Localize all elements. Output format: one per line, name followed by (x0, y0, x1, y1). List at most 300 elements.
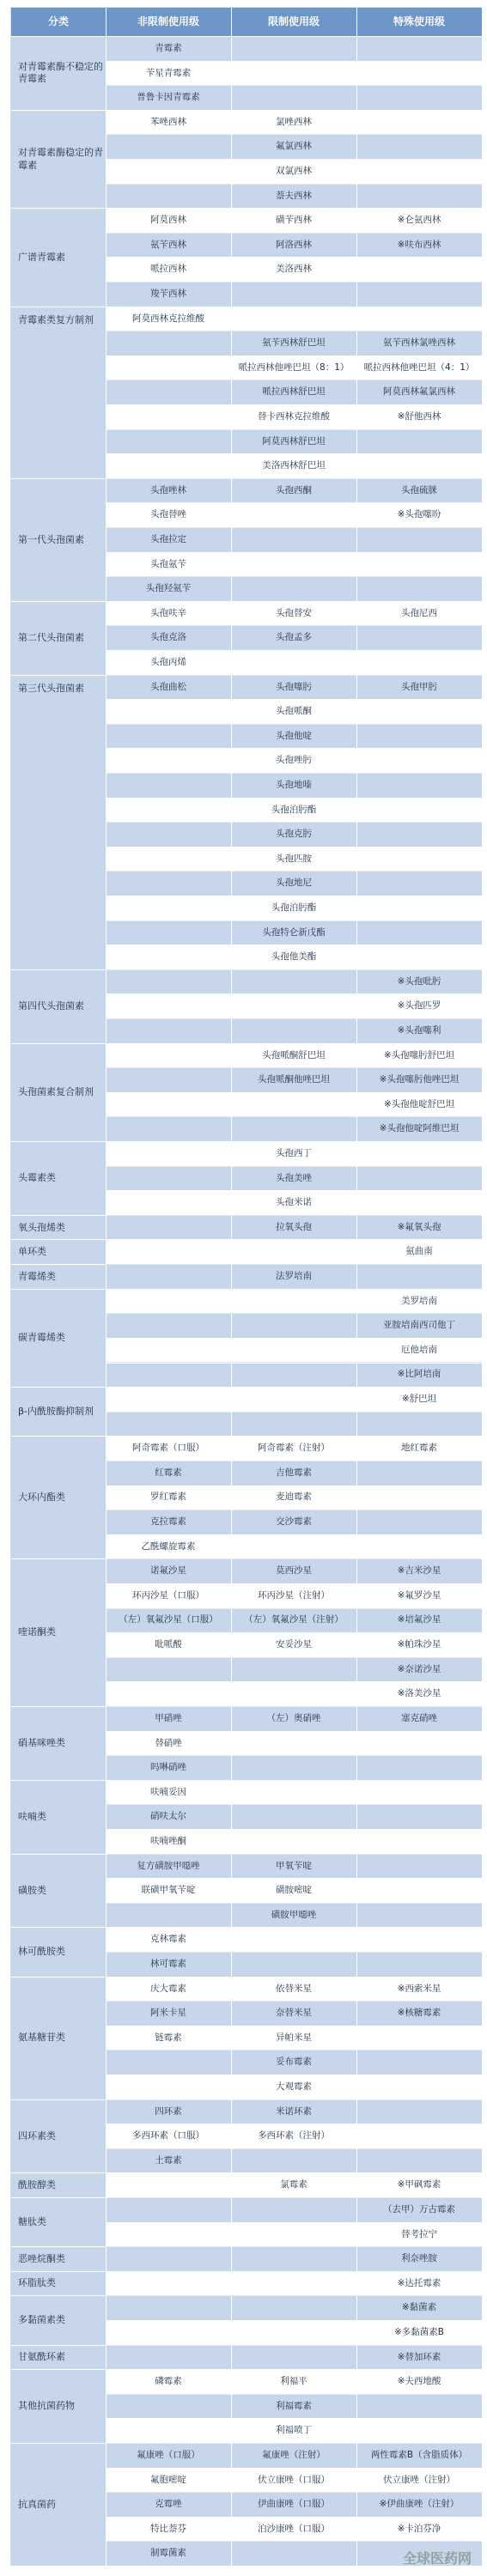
special-use-cell (356, 1805, 482, 1830)
restricted-cell: 头孢泊肟酯 (231, 896, 356, 921)
category-cell: 青霉素类复方制剂 (11, 307, 106, 479)
non-restricted-cell: 氟康唑（口服） (106, 2444, 231, 2469)
restricted-cell (231, 651, 356, 676)
special-use-cell: ※仑氨西林 (356, 209, 482, 234)
special-use-cell (356, 1732, 482, 1757)
restricted-cell (231, 970, 356, 995)
non-restricted-cell: 头孢曲松 (106, 676, 231, 701)
restricted-cell (231, 2542, 356, 2567)
non-restricted-cell: 克林霉素 (106, 1928, 231, 1953)
restricted-cell (231, 1117, 356, 1142)
restricted-cell: 头孢特仑新戊酯 (231, 921, 356, 946)
restricted-cell (231, 1781, 356, 1806)
special-use-cell (356, 1781, 482, 1806)
restricted-cell (231, 2223, 356, 2248)
restricted-cell: 交沙霉素 (231, 1510, 356, 1535)
non-restricted-cell: 阿米卡星 (106, 2002, 231, 2026)
special-use-cell: 氨苄西林氯唑西林 (356, 331, 482, 356)
special-use-cell (356, 725, 482, 750)
non-restricted-cell: 头孢拉定 (106, 528, 231, 553)
category-cell: 糖肽类 (11, 2198, 106, 2247)
category-cell: 碳青霉烯类 (11, 1290, 106, 1388)
special-use-cell: ※奈诺沙星 (356, 1658, 482, 1683)
special-use-cell: 替考拉宁 (356, 2223, 482, 2248)
special-use-cell (356, 1953, 482, 1978)
header-cell: 分类 (11, 8, 106, 37)
non-restricted-cell (106, 2296, 231, 2321)
special-use-cell: 利奈唑胺 (356, 2247, 482, 2272)
restricted-cell (231, 1535, 356, 1560)
restricted-cell: 阿莫西林舒巴坦 (231, 430, 356, 455)
special-use-cell (356, 2075, 482, 2100)
special-use-cell (356, 1486, 482, 1511)
special-use-cell: 阿莫西林氟氯西林 (356, 380, 482, 405)
restricted-cell: 氟康唑（注射） (231, 2444, 356, 2469)
special-use-cell: 头孢甲肟 (356, 676, 482, 701)
column-divider (231, 8, 232, 2567)
non-restricted-cell: 替硝唑 (106, 1732, 231, 1757)
special-use-cell (356, 823, 482, 848)
non-restricted-cell (106, 1682, 231, 1707)
non-restricted-cell (106, 1339, 231, 1364)
special-use-cell (356, 1142, 482, 1167)
restricted-cell: 头孢他美酯 (231, 945, 356, 970)
special-use-cell: ※伊曲康唑（注射） (356, 2493, 482, 2518)
restricted-cell: 多西环素（注射） (231, 2124, 356, 2149)
category-cell: 多黏菌素类 (11, 2296, 106, 2345)
restricted-cell: 美洛西林 (231, 258, 356, 283)
non-restricted-cell (106, 1068, 231, 1093)
restricted-cell: 头孢地嗪 (231, 774, 356, 799)
restricted-cell (231, 307, 356, 332)
restricted-cell: 大观霉素 (231, 2075, 356, 2100)
category-cell: β-内酰胺酶抑制剂 (11, 1388, 106, 1437)
special-use-cell (356, 774, 482, 799)
special-use-cell: ※甲砜霉素 (356, 2173, 482, 2198)
special-use-cell (356, 1879, 482, 1904)
restricted-cell: 拉氧头孢 (231, 1216, 356, 1241)
restricted-cell: 安妥沙星 (231, 1633, 356, 1658)
special-use-cell: ※头孢他啶舒巴坦 (356, 1093, 482, 1118)
restricted-cell: 氨苄西林舒巴坦 (231, 331, 356, 356)
special-use-cell: 厄他培南 (356, 1339, 482, 1364)
category-cell: 广谱青霉素 (11, 209, 106, 307)
special-use-cell: ※头孢噻肟他唑巴坦 (356, 1068, 482, 1093)
special-use-cell (356, 37, 482, 62)
non-restricted-cell: 林可霉素 (106, 1953, 231, 1978)
special-use-cell (356, 283, 482, 307)
special-use-cell (356, 872, 482, 896)
restricted-cell: 头孢替安 (231, 602, 356, 627)
special-use-cell: 地红霉素 (356, 1437, 482, 1461)
restricted-cell (231, 37, 356, 62)
special-use-cell: ※吉米沙星 (356, 1559, 482, 1584)
non-restricted-cell: 特比萘芬 (106, 2518, 231, 2543)
special-use-cell: 美罗培南 (356, 1290, 482, 1315)
non-restricted-cell (106, 1167, 231, 1192)
restricted-cell: 双氯西林 (231, 160, 356, 185)
non-restricted-cell (106, 331, 231, 356)
category-cell: 喹诺酮类 (11, 1559, 106, 1707)
non-restricted-cell (106, 749, 231, 774)
restricted-cell (231, 1830, 356, 1855)
non-restricted-cell: 吗啉硝唑 (106, 1756, 231, 1781)
restricted-cell (231, 62, 356, 87)
non-restricted-cell: 多西环素（口服） (106, 2124, 231, 2149)
non-restricted-cell (106, 1265, 231, 1290)
restricted-cell (231, 1314, 356, 1339)
watermark-logo: 全球医药网 (402, 2550, 472, 2567)
restricted-cell (231, 2346, 356, 2371)
special-use-cell: ※头孢噻肟舒巴坦 (356, 1044, 482, 1069)
special-use-cell (356, 553, 482, 578)
category-cell: 头孢菌素复合制剂 (11, 1044, 106, 1142)
non-restricted-cell (106, 1388, 231, 1413)
non-restricted-cell: 阿莫西林 (106, 209, 231, 234)
special-use-cell (356, 135, 482, 160)
non-restricted-cell (106, 1240, 231, 1265)
non-restricted-cell (106, 823, 231, 848)
non-restricted-cell (106, 1142, 231, 1167)
special-use-cell (356, 185, 482, 210)
restricted-cell (231, 86, 356, 111)
non-restricted-cell (106, 848, 231, 872)
special-use-cell (356, 2419, 482, 2444)
special-use-cell (356, 2149, 482, 2174)
special-use-cell (356, 1928, 482, 1953)
non-restricted-cell (106, 1904, 231, 1929)
special-use-cell (356, 62, 482, 87)
non-restricted-cell: 四环素 (106, 2100, 231, 2125)
restricted-cell: 萘夫西林 (231, 185, 356, 210)
column-divider (106, 8, 107, 2567)
special-use-cell: ※比阿培南 (356, 1364, 482, 1388)
category-cell: 第四代头孢菌素 (11, 970, 106, 1044)
special-use-cell: ※头孢噻吩 (356, 503, 482, 528)
restricted-cell: 氯唑西林 (231, 111, 356, 136)
restricted-cell: 哌拉西林舒巴坦 (231, 380, 356, 405)
non-restricted-cell (106, 774, 231, 799)
restricted-cell (231, 1756, 356, 1781)
special-use-cell (356, 2100, 482, 2125)
header-cell: 限制使用级 (231, 8, 356, 37)
special-use-cell (356, 1756, 482, 1781)
non-restricted-cell (106, 945, 231, 970)
special-use-cell: ※达托霉素 (356, 2272, 482, 2297)
special-use-cell: 哌拉西林他唑巴坦（4：1） (356, 356, 482, 381)
special-use-cell (356, 2050, 482, 2075)
antibiotic-classification-table (10, 7, 481, 2566)
category-cell: 呋喃类 (11, 1781, 106, 1855)
non-restricted-cell (106, 921, 231, 946)
category-cell: 第三代头孢菌素 (11, 676, 106, 970)
special-use-cell (356, 577, 482, 602)
special-use-cell (356, 1265, 482, 1290)
non-restricted-cell: 普鲁卡因青霉素 (106, 86, 231, 111)
non-restricted-cell (106, 2050, 231, 2075)
special-use-cell (356, 749, 482, 774)
restricted-cell: 妥布霉素 (231, 2050, 356, 2075)
special-use-cell (356, 528, 482, 553)
special-use-cell: ※培氟沙星 (356, 1609, 482, 1634)
non-restricted-cell: 吡哌酸 (106, 1633, 231, 1658)
non-restricted-cell: 甲硝唑 (106, 1707, 231, 1732)
restricted-cell: 头孢哌酮 (231, 700, 356, 725)
special-use-cell (356, 454, 482, 479)
non-restricted-cell (106, 896, 231, 921)
non-restricted-cell: 青霉素 (106, 37, 231, 62)
restricted-cell: 头孢泊肟酯 (231, 799, 356, 823)
non-restricted-cell: 克拉霉素 (106, 1510, 231, 1535)
restricted-cell: 甲氧苄啶 (231, 1855, 356, 1880)
special-use-cell: ※帕珠沙星 (356, 1633, 482, 1658)
non-restricted-cell: 复方磺胺甲噁唑 (106, 1855, 231, 1880)
special-use-cell: 头孢尼西 (356, 602, 482, 627)
non-restricted-cell: 制霉菌素 (106, 2542, 231, 2567)
special-use-cell: ※夫西地酸 (356, 2370, 482, 2395)
special-use-cell (356, 651, 482, 676)
restricted-cell: 头孢西酮 (231, 479, 356, 504)
restricted-cell: 麦迪霉素 (231, 1486, 356, 1511)
special-use-cell: ※核糖霉素 (356, 2002, 482, 2026)
restricted-cell: 头孢地尼 (231, 872, 356, 896)
restricted-cell (231, 1364, 356, 1388)
non-restricted-cell: 阿莫西林克拉维酸 (106, 307, 231, 332)
non-restricted-cell (106, 185, 231, 210)
non-restricted-cell (106, 1364, 231, 1388)
special-use-cell (356, 2026, 482, 2051)
restricted-cell: 头孢西丁 (231, 1142, 356, 1167)
restricted-cell: （左）氧氟沙星（注射） (231, 1609, 356, 1634)
special-use-cell (356, 1461, 482, 1486)
non-restricted-cell (106, 2346, 231, 2371)
special-use-cell (356, 307, 482, 332)
non-restricted-cell: 头孢羟氨苄 (106, 577, 231, 602)
non-restricted-cell (106, 994, 231, 1019)
non-restricted-cell (106, 2223, 231, 2248)
restricted-cell: 吉他霉素 (231, 1461, 356, 1486)
restricted-cell (231, 2321, 356, 2346)
special-use-cell (356, 1904, 482, 1929)
header-cell: 非限制使用级 (106, 8, 231, 37)
non-restricted-cell (106, 1093, 231, 1118)
category-cell: 四环素类 (11, 2100, 106, 2174)
non-restricted-cell (106, 1314, 231, 1339)
non-restricted-cell (106, 799, 231, 823)
non-restricted-cell: 环丙沙星（口服） (106, 1584, 231, 1609)
header-cell: 特殊使用级 (356, 8, 482, 37)
restricted-cell: 磺胺甲噁唑 (231, 1904, 356, 1929)
category-cell: 青霉烯类 (11, 1265, 106, 1290)
non-restricted-cell (106, 700, 231, 725)
non-restricted-cell: 头孢丙烯 (106, 651, 231, 676)
special-use-cell (356, 626, 482, 651)
category-cell: 抗真菌药 (11, 2444, 106, 2567)
restricted-cell: 头孢哌酮舒巴坦 (231, 1044, 356, 1069)
non-restricted-cell: 呋喃妥因 (106, 1781, 231, 1806)
non-restricted-cell (106, 2395, 231, 2420)
category-cell: 头霉素类 (11, 1142, 106, 1216)
restricted-cell (231, 1290, 356, 1315)
special-use-cell (356, 2124, 482, 2149)
non-restricted-cell (106, 356, 231, 381)
special-use-cell: ※多黏菌素B (356, 2321, 482, 2346)
restricted-cell (231, 2198, 356, 2223)
category-cell: 第一代头孢菌素 (11, 479, 106, 602)
non-restricted-cell (106, 1658, 231, 1683)
restricted-cell (231, 1240, 356, 1265)
non-restricted-cell: 罗红霉素 (106, 1486, 231, 1511)
restricted-cell (231, 1019, 356, 1044)
non-restricted-cell (106, 405, 231, 430)
restricted-cell: 头孢他啶 (231, 725, 356, 750)
non-restricted-cell (106, 725, 231, 750)
non-restricted-cell: 硝呋太尔 (106, 1805, 231, 1830)
non-restricted-cell: 头孢氨苄 (106, 553, 231, 578)
category-cell: 对青霉素酶不稳定的青霉素 (11, 37, 106, 111)
non-restricted-cell: 头孢唑林 (106, 479, 231, 504)
restricted-cell: 头孢噻肟 (231, 676, 356, 701)
column-divider (356, 8, 357, 2567)
non-restricted-cell (106, 1216, 231, 1241)
special-use-cell (356, 896, 482, 921)
non-restricted-cell: 克霉唑 (106, 2493, 231, 2518)
special-use-cell: 亚胺培南西司他丁 (356, 1314, 482, 1339)
non-restricted-cell: 磷霉素 (106, 2370, 231, 2395)
restricted-cell: 利福平 (231, 2370, 356, 2395)
restricted-cell: 奈替米星 (231, 2002, 356, 2026)
special-use-cell: ※呋布西林 (356, 234, 482, 258)
restricted-cell: 头孢匹胺 (231, 848, 356, 872)
non-restricted-cell (106, 1117, 231, 1142)
non-restricted-cell (106, 2419, 231, 2444)
non-restricted-cell (106, 872, 231, 896)
restricted-cell (231, 1682, 356, 1707)
restricted-cell (231, 503, 356, 528)
restricted-cell (231, 577, 356, 602)
non-restricted-cell: 红霉素 (106, 1461, 231, 1486)
non-restricted-cell: 呋喃唑酮 (106, 1830, 231, 1855)
special-use-cell: ※卡泊芬净 (356, 2518, 482, 2543)
special-use-cell: ※氟氧头孢 (356, 1216, 482, 1241)
special-use-cell: 头孢硫脒 (356, 479, 482, 504)
restricted-cell (231, 2149, 356, 2174)
category-cell: 对青霉素酶稳定的青霉素 (11, 111, 106, 209)
non-restricted-cell (106, 2173, 231, 2198)
special-use-cell: 塞克硝唑 (356, 1707, 482, 1732)
restricted-cell: 泊沙康唑（口服） (231, 2518, 356, 2543)
special-use-cell: ※头孢匹罗 (356, 994, 482, 1019)
restricted-cell (231, 1805, 356, 1830)
special-use-cell: ※西索米星 (356, 1978, 482, 2002)
category-cell: 甘氨酰环素 (11, 2346, 106, 2371)
restricted-cell (231, 1413, 356, 1437)
restricted-cell: 阿洛西林 (231, 234, 356, 258)
restricted-cell: 伏立康唑（口服） (231, 2469, 356, 2494)
restricted-cell: 磺胺嘧啶 (231, 1879, 356, 1904)
special-use-cell (356, 1167, 482, 1192)
special-use-cell (356, 258, 482, 283)
non-restricted-cell (106, 2198, 231, 2223)
special-use-cell (356, 160, 482, 185)
non-restricted-cell (106, 430, 231, 455)
restricted-cell: 头孢哌酮他唑巴坦 (231, 1068, 356, 1093)
non-restricted-cell (106, 454, 231, 479)
non-restricted-cell: 羧苄西林 (106, 283, 231, 307)
special-use-cell: 氨曲南 (356, 1240, 482, 1265)
non-restricted-cell: 庆大霉素 (106, 1978, 231, 2002)
special-use-cell: ※头孢噻利 (356, 1019, 482, 1044)
special-use-cell (356, 848, 482, 872)
category-cell: 大环内酯类 (11, 1437, 106, 1559)
special-use-cell (356, 799, 482, 823)
restricted-cell: 利福喷丁 (231, 2419, 356, 2444)
restricted-cell: 依替米星 (231, 1978, 356, 2002)
special-use-cell (356, 111, 482, 136)
restricted-cell (231, 2296, 356, 2321)
special-use-cell (356, 921, 482, 946)
restricted-cell: 伊曲康唑（口服） (231, 2493, 356, 2518)
special-use-cell (356, 430, 482, 455)
restricted-cell (231, 1928, 356, 1953)
special-use-cell: ※头孢吡肟 (356, 970, 482, 995)
category-cell: 氧头孢烯类 (11, 1216, 106, 1241)
restricted-cell: 替卡西林克拉维酸 (231, 405, 356, 430)
non-restricted-cell: 头孢替唑 (106, 503, 231, 528)
restricted-cell: 头孢美唑 (231, 1167, 356, 1192)
category-cell: 氨基糖苷类 (11, 1978, 106, 2100)
non-restricted-cell (106, 1019, 231, 1044)
non-restricted-cell (106, 2272, 231, 2297)
restricted-cell (231, 528, 356, 553)
special-use-cell (356, 2395, 482, 2420)
restricted-cell: 莫西沙星 (231, 1559, 356, 1584)
non-restricted-cell: 哌拉西林 (106, 258, 231, 283)
special-use-cell: ※舒巴坦 (356, 1388, 482, 1413)
restricted-cell: 哌拉西林他唑巴坦（8：1） (231, 356, 356, 381)
restricted-cell (231, 994, 356, 1019)
special-use-cell: ※氟罗沙星 (356, 1584, 482, 1609)
restricted-cell (231, 1093, 356, 1118)
category-cell: 磺胺类 (11, 1855, 106, 1929)
special-use-cell (356, 1855, 482, 1880)
restricted-cell (231, 1388, 356, 1413)
special-use-cell: （去甲）万古霉素 (356, 2198, 482, 2223)
category-cell: 环脂肽类 (11, 2272, 106, 2297)
restricted-cell (231, 1953, 356, 1978)
special-use-cell: ※舒他西林 (356, 405, 482, 430)
non-restricted-cell (106, 1413, 231, 1437)
non-restricted-cell: 氨苄西林 (106, 234, 231, 258)
restricted-cell: 磺苄西林 (231, 209, 356, 234)
category-cell: 硝基咪唑类 (11, 1707, 106, 1781)
restricted-cell (231, 1658, 356, 1683)
restricted-cell (231, 2247, 356, 2272)
special-use-cell (356, 945, 482, 970)
non-restricted-cell: 头孢呋辛 (106, 602, 231, 627)
restricted-cell: 头孢米诺 (231, 1191, 356, 1216)
restricted-cell (231, 1732, 356, 1757)
non-restricted-cell: 苄星青霉素 (106, 62, 231, 87)
category-cell: 第二代头孢菌素 (11, 602, 106, 676)
non-restricted-cell (106, 2321, 231, 2346)
non-restricted-cell: （左）氧氟沙星（口服） (106, 1609, 231, 1634)
special-use-cell: ※黏菌素 (356, 2296, 482, 2321)
non-restricted-cell: 土霉素 (106, 2149, 231, 2174)
non-restricted-cell (106, 380, 231, 405)
restricted-cell: 头孢孟多 (231, 626, 356, 651)
restricted-cell: 米诺环素 (231, 2100, 356, 2125)
